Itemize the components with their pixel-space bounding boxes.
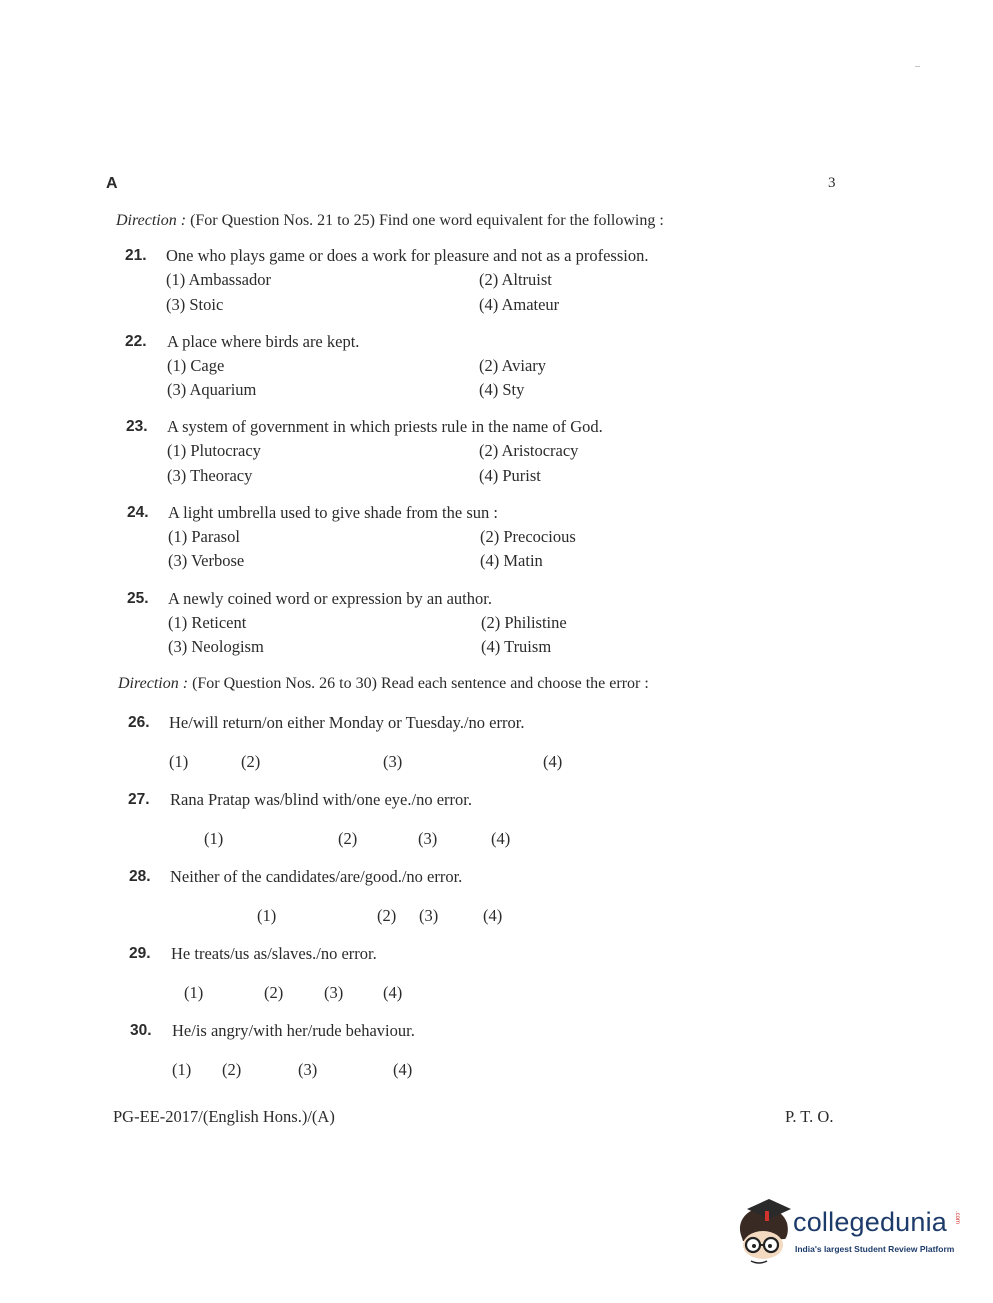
marker-4: (4) — [393, 1060, 413, 1079]
option-3: (3) Stoic — [166, 295, 224, 314]
scan-mark: ‾ — [915, 66, 920, 77]
marker-1: (1) — [204, 829, 224, 848]
option-2: (2) Philistine — [481, 613, 567, 632]
direction-text: (For Question Nos. 26 to 30) Read each sentence and choose the error : — [192, 675, 649, 692]
question-number: 23. — [126, 418, 148, 435]
marker-4: (4) — [483, 906, 503, 925]
question-text: He treats/us as/slaves./no error. — [171, 944, 377, 963]
marker-2: (2) — [222, 1060, 242, 1079]
option-2: (2) Aviary — [479, 356, 547, 375]
question-text: A system of government in which priests rule in the name of God. — [167, 417, 603, 436]
question-number: 29. — [129, 945, 151, 962]
question-text: He/will return/on either Monday or Tuesday./no error. — [169, 713, 525, 732]
question-number: 21. — [125, 247, 147, 264]
paper-code: PG-EE-2017/(English Hons.)/(A) — [113, 1107, 335, 1126]
marker-4: (4) — [383, 983, 403, 1002]
please-turn-over: P. T. O. — [785, 1107, 834, 1126]
question-text: Rana Pratap was/blind with/one eye./no error. — [170, 790, 472, 809]
question-number: 24. — [127, 504, 149, 521]
option-4: (4) Purist — [479, 466, 541, 485]
option-3: (3) Theoracy — [167, 466, 253, 485]
question-number: 26. — [128, 714, 150, 731]
question-number: 27. — [128, 791, 150, 808]
collegedunia-logo — [735, 1197, 965, 1267]
question-number: 28. — [129, 868, 151, 885]
option-1: (1) Reticent — [168, 613, 247, 632]
direction-label: Direction : — [118, 675, 189, 692]
logo-tagline: India's largest Student Review Platform — [795, 1244, 955, 1254]
question-text: Neither of the candidates/are/good./no error. — [170, 867, 463, 886]
marker-1: (1) — [184, 983, 204, 1002]
marker-2: (2) — [377, 906, 397, 925]
option-1: (1) Parasol — [168, 527, 240, 546]
marker-4: (4) — [491, 829, 511, 848]
option-2: (2) Aristocracy — [479, 441, 579, 460]
question-text: A place where birds are kept. — [167, 332, 360, 351]
marker-3: (3) — [298, 1060, 318, 1079]
set-letter: A — [106, 175, 118, 192]
marker-2: (2) — [241, 752, 261, 771]
option-4: (4) Truism — [481, 637, 552, 656]
option-2: (2) Altruist — [479, 270, 552, 289]
marker-1: (1) — [257, 906, 277, 925]
page-number: 3 — [828, 175, 836, 191]
option-4: (4) Amateur — [479, 295, 560, 314]
question-number: 25. — [127, 590, 149, 607]
question-text: A newly coined word or expression by an author. — [168, 589, 492, 608]
direction-1 — [116, 212, 664, 230]
logo-wordmark: collegedunia — [793, 1207, 948, 1237]
option-1: (1) Plutocracy — [167, 441, 261, 460]
option-2: (2) Precocious — [480, 527, 576, 546]
option-1: (1) Cage — [167, 356, 225, 375]
question-text: One who plays game or does a work for pleasure and not as a profession. — [166, 246, 649, 265]
option-1: (1) Ambassador — [166, 270, 271, 289]
logo-suffix: .com — [954, 1211, 960, 1225]
marker-3: (3) — [383, 752, 403, 771]
marker-3: (3) — [419, 906, 439, 925]
marker-3: (3) — [324, 983, 344, 1002]
option-3: (3) Verbose — [168, 551, 245, 570]
question-number: 22. — [125, 333, 147, 350]
marker-2: (2) — [264, 983, 284, 1002]
question-number: 30. — [130, 1022, 152, 1039]
marker-3: (3) — [418, 829, 438, 848]
direction-label: Direction : — [116, 212, 187, 229]
direction-2 — [118, 675, 649, 693]
option-4: (4) Sty — [479, 380, 525, 399]
marker-2: (2) — [338, 829, 358, 848]
option-3: (3) Aquarium — [167, 380, 257, 399]
mascot-icon — [735, 1197, 797, 1267]
marker-4: (4) — [543, 752, 563, 771]
question-text: A light umbrella used to give shade from the sun : — [168, 503, 498, 522]
marker-1: (1) — [172, 1060, 192, 1079]
option-4: (4) Matin — [480, 551, 543, 570]
marker-1: (1) — [169, 752, 189, 771]
option-3: (3) Neologism — [168, 637, 264, 656]
direction-text: (For Question Nos. 21 to 25) Find one word equivalent for the following : — [190, 212, 664, 229]
question-text: He/is angry/with her/rude behaviour. — [172, 1021, 415, 1040]
